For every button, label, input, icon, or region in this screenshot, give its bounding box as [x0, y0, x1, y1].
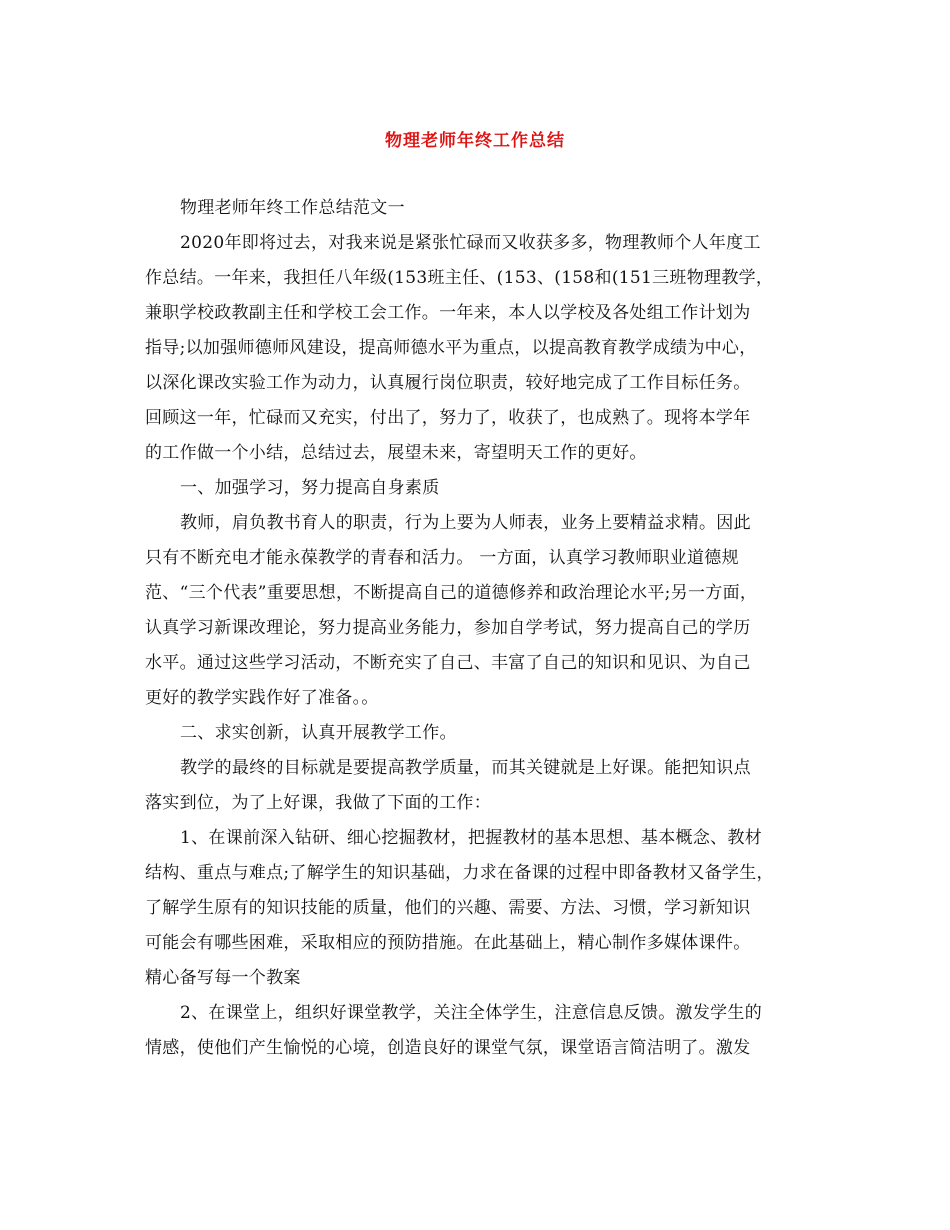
paragraph-line: 物理老师年终工作总结范文一 — [180, 198, 405, 218]
paragraph-line: 1、在课前深入钻研、细心挖掘教材，把握教材的基本思想、基本概念、教材 — [180, 828, 763, 848]
paragraph-line: 水平。通过这些学习活动，不断充实了自己、丰富了自己的知识和见识、为自己 — [145, 653, 751, 673]
paragraph-line: 回顾这一年，忙碌而又充实，付出了，努力了，收获了，也成熟了。现将本学年 — [145, 408, 751, 428]
section-heading: 一、加强学习，努力提高自身素质 — [180, 478, 440, 498]
paragraph-line: 兼职学校政教副主任和学校工会工作。一年来，本人以学校及各处组工作计划为 — [145, 303, 751, 323]
paragraph-line: 可能会有哪些困难，采取相应的预防措施。在此基础上，精心制作多媒体课件。 — [145, 933, 751, 953]
paragraph-line: 认真学习新课改理论，努力提高业务能力，参加自学考试，努力提高自己的学历 — [145, 618, 751, 638]
paragraph-line: 精心备写每一个教案 — [145, 968, 301, 988]
paragraph-line: 作总结。一年来，我担任八年级(153班主任、(153、(158和(151三班物理教学， — [145, 268, 774, 288]
paragraph-line: 范、“三个代表”重要思想，不断提高自己的道德修养和政治理论水平;另一方面， — [145, 583, 758, 603]
paragraph-line: 教学的最终的目标就是要提高教学质量，而其关键就是上好课。能把知识点 — [180, 758, 751, 778]
paragraph-line: 指导;以加强师德师风建设，提高师德水平为重点，以提高教育教学成绩为中心， — [145, 338, 757, 358]
paragraph-line: 2020年即将过去，对我来说是紧张忙碌而又收获多多，物理教师个人年度工 — [180, 233, 761, 253]
paragraph-line: 情感，使他们产生愉悦的心境，创造良好的课堂气氛，课堂语言简洁明了。激发 — [145, 1038, 751, 1058]
paragraph-line: 以深化课改实验工作为动力，认真履行岗位职责，较好地完成了工作目标任务。 — [145, 373, 751, 393]
paragraph-line: 2、在课堂上，组织好课堂教学，关注全体学生，注意信息反馈。激发学生的 — [180, 1003, 763, 1023]
paragraph-line: 只有不断充电才能永葆教学的青春和活力。 一方面，认真学习教师职业道德规 — [145, 548, 739, 568]
paragraph-line: 的工作做一个小结，总结过去，展望未来，寄望明天工作的更好。 — [145, 443, 647, 463]
paragraph-line: 了解学生原有的知识技能的质量，他们的兴趣、需要、方法、习惯，学习新知识 — [145, 898, 751, 918]
paragraph-line: 教师，肩负教书育人的职责，行为上要为人师表，业务上要精益求精。因此 — [180, 513, 751, 533]
paragraph-line: 落实到位，为了上好课，我做了下面的工作： — [145, 793, 491, 813]
section-heading: 二、求实创新，认真开展教学工作。 — [180, 723, 457, 743]
paragraph-line: 结构、重点与难点;了解学生的知识基础，力求在备课的过程中即备教材又备学生， — [145, 863, 774, 883]
document-title: 物理老师年终工作总结 — [385, 131, 565, 151]
paragraph-line: 更好的教学实践作好了准备。。 — [145, 688, 379, 708]
